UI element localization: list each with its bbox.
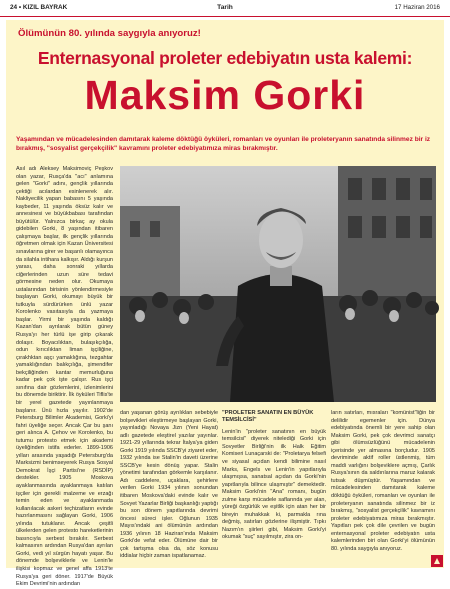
article-column-3-text: Lenin'in "proleter sanatının en büyük temsilcisi" diyerek nitelediği Gorki için Sovyetler Birliği'nin ilk Halk Eğitim Komiseri Lunaçarski de: "Proletarya felsefi ve siyasal açıdan kendi bilimine nasıl Marks, Engels ve Lenin'in yapıtlarıyla ulaşmışsa, sanatsal açıdan da Gorki'nin yapıtlarıyla bilince ulaşmıştır" demektedir. Maksim Gorki'nin "Ana" romanı, bugün zulme karşı mücadele saflarında yer alan, yüreği özgürlük ve eşitlik için atan her bir bireyin muhakkak ki, parmakla rına değmiş, satırları gözlerine ilişmiştir. Tıpkı Nazım'ın şiirleri gibi, Maksim Gorki'yi okumak "suç" sayılmıştır, zira on- <box>222 428 326 541</box>
article-photo <box>120 166 436 402</box>
article-headline: Enternasyonal proleter edebiyatın usta kalemi: <box>37 48 413 68</box>
article-deck: Yaşamından ve mücadelesinden damıtarak kaleme döktüğü öyküleri, romanları ve oyunları ile proleteryanın sanatında silinmez bir iz bırakmış, "sosyalist gerçekçilik" kavramını proleter edebiyatımıza miras bırakmıştır. <box>16 136 431 152</box>
article-title-name: Maksim Gorki <box>84 72 366 118</box>
header-page-number: 24 • KIZIL BAYRAK <box>10 4 68 11</box>
article-column-2: dan yaşanan görüş ayrılıkları sebebiyle bolşevikleri eleştirmeye başlayan Gorki, yayınladığı Novaya Jizn (Yeni Hayat) adlı gazetede eleştirel yazılar yayınlar. 1921-29 yıllarında tekrar İtalya'ya giden Gorki 1919 yılında SSCB'yi ziyaret eder, 1932 yılında ise Stalin'in daveti üzerine SSCB'ye kesin dönüş yapar. Stalin yönetimi tarafından görkemle karşılanır. Adı caddelere, uçaklara, şehirlere verilen Gorki 1934 yılının sonundan itibaren Moskova'daki evinde kalır ve Sovyet Yazarlar Birliği başkanlığı yaptığı bu son dönem yapıtlarında devrimi öncesi süreci işler. Oğlunun 1935 Mayıs'ındaki ani ölümünün ardından 1936 yılının 18 Haziran'ında Maksim Gorki'de vefat eder. Ölümüne dair bir çok tartışma olsa da, söz konusu iddialar hiçbir zaman ispatlanamaz. <box>120 410 218 560</box>
article-page <box>6 20 444 588</box>
page-corner-mark-icon <box>431 555 443 567</box>
page-header <box>0 0 450 17</box>
article-column-1: Asıl adı Aleksey Maksimoviç Peşkov olan yazar, Rusça'da "acı" anlamına gelen "Gorki" adını, gençlik yıllarında çektiği acılardan esinlenerek alır. Nakliyecilik yapan babasını 5 yaşında kaybeder, 11 yaşında öksüz kalır ve annesinesi ve büyükbabası tarafından büyütülür. Yalnızca birkaç ay okula gidebilen Gorki, 8 yaşından itibaren çalışmaya başlar, ilk gençlik yıllarında öğretmen olmak için Kazan Üniversitesi sınavlarına girer ve başarılı olamayınca da silahla intihara kalkışır. Aldığı kurşun yarası, daha sonraki yıllarda ciğerlerinden uzun süre tedavi görmesine neden olur. Okumaya ustalarından birisinin yönlendirmesiyle başlayan Gorki, okumayı büyük bir tutkuyla sürdürürken ünlü yazar Korolenko vasıtasıyla da yazmaya başlar. Yirmi bir yaşında kaldığı Kazan'dan ayrılarak bütün güney Rusya'yı her türlü işe girip çıkarak dolaşır. Boyacılıktan, bulaşıkçılığa, odun kırıcılıktan liman işçiliğine, çırakhktan aşçı yamaklığına, tezgahtar yamaklığından balıkçılığa, şimendifer bekçiliğinden kantar memurluğuna kadar pek çok işte çalışır. Rus işçi sınıfına dair gözlemlerini, izlenimlerini bu dönemde biriktirir. İlk öyküleri Tiflis'te bir yerel gazetede yayınlanmaya başlanır. Ünü hızla yayılır. 1902'de Petersburg Bilimler Akademisi, Gorki'yi fahri üyeliğe seçer. Ancak Çar bu şanı geri alınca A. Çehov ve Korolenko, bu tutumu protesto etmek için akademi üyeliğinden istifa ederler. 1899-1906 yılları arasında yaşadığı Petersburg'da Marksizmi benimseyerek Rusya Sosyal Demokrat İşçi Partisi'ne (RSDİP) destekler. 1905 Moskova ayaklanmasında ayaklanmaya katılan işçiler için gerekli malzeme ve erzağı temin eden ve ayaklanmada kullanılacak askeri teçhizatların evinde hazırlanmasını sağlayan Gorki, 1906 yılında tutuklanır. Ancak çeşitli ülkelerden gelen protesto hareketlerinin basıncıyla serbest bırakılır. Serbest kalmasının ardından Rusya'dan ayrılan Gorki, vedi yıl sürgün hayatı yaşar. Bu dönemde bolşeviklerle ve Lenin'le ilişkisi kopmaz ve genel affa 1913'te Rusya'ya geri döner. 1917'de Büyük Ekim Devrimi'nin ardından <box>16 166 113 588</box>
article-column-4: ların satırları, mısraları "komünist"liğin bir delilidir egemenler için. Dünya edebiyatında önemli bir yere sahip olan Maksim Gorki, pek çok devrimci sanatçı gibi ölümsüzlüğünü mücadelenin içerisinde yer almasına borçludur. 1905 devriminde aktif roller üstlenmiş, tüm maddi varlığını bolşeviklere açmış, Çarlık Rusya'sının da saldırılarına maruz kalarak tutsak düşmüştür. Yaşamından ve mücadelesinden damıtarak kaleme döktüğü öyküleri, romanları ve oyunları ile proleteryanın sanatında silinmez bir iz bırakmış, "sosyalist gerçekçilik" kavramını proleter edebiyatımıza miras bırakmıştır. Yapıtları pek çok dile çevrilen ve bugün enternasyonal proleter edebiyatın usta kalemlerinden biri olan Gorki'yi ölümünün 80. yılında saygıyla anıyoruz. <box>331 410 435 552</box>
article-subhead: "PROLETER SANATIN EN BÜYÜK TEMSİLCİSİ" <box>222 410 314 424</box>
article-kicker: Ölümünün 80. yılında saygıyla anıyoruz! <box>18 28 201 39</box>
photo-illustration <box>120 166 436 402</box>
article-column-3 <box>222 410 326 562</box>
header-date: 17 Haziran 2016 <box>394 4 440 11</box>
header-section: Tarih <box>217 4 233 11</box>
